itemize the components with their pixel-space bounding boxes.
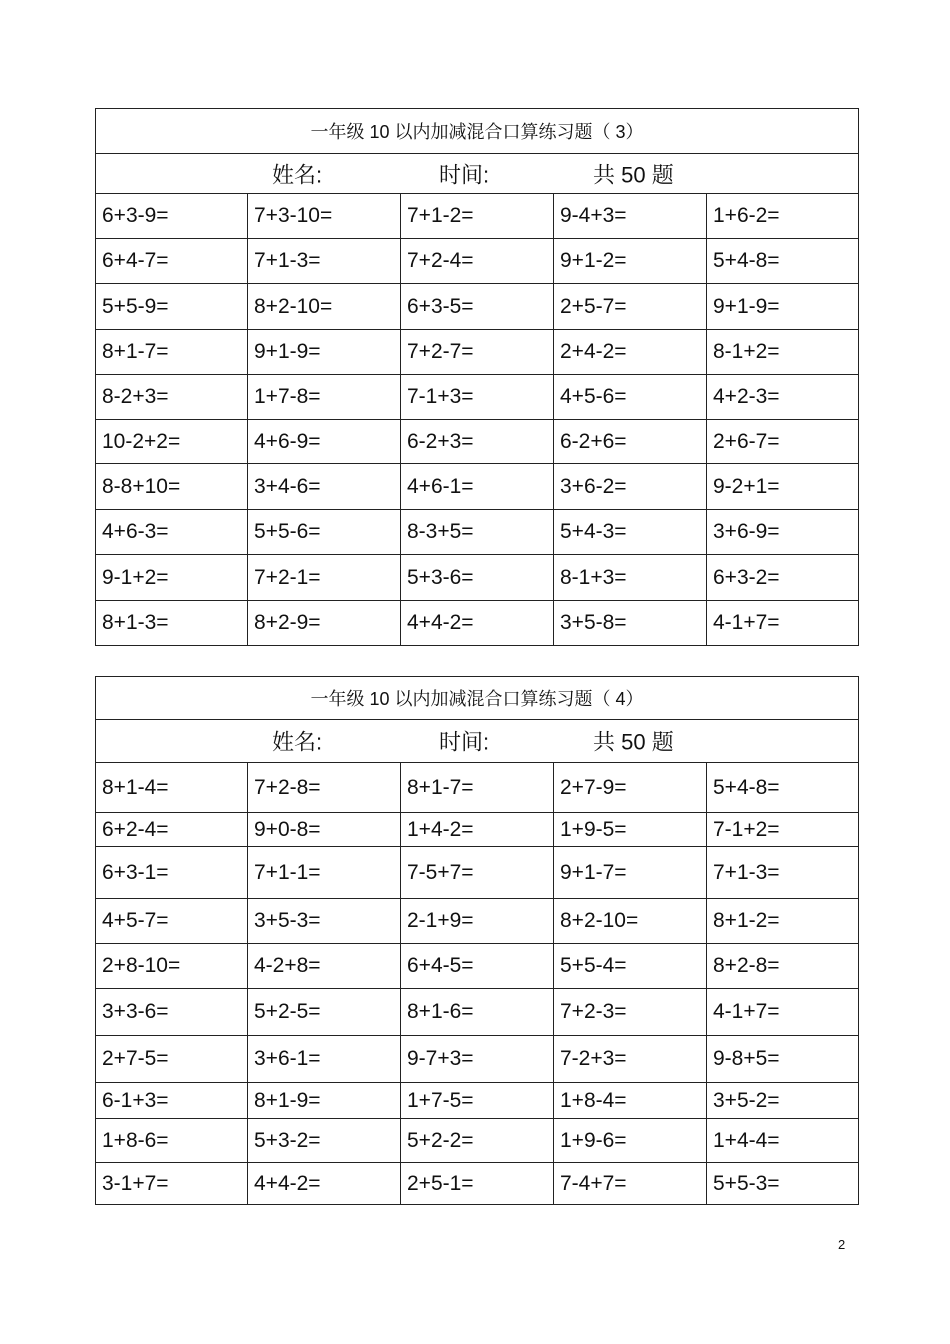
problem-cell: 8-3+5= [401,510,554,555]
problem-cell: 6+2-4= [96,813,248,847]
table-row [96,899,859,944]
problem-cell: 7-1+2= [707,813,859,847]
problem-cell: 5+5-3= [707,1163,859,1205]
table-row [96,989,859,1036]
table-row [96,601,859,646]
problem-cell: 2+6-7= [707,420,859,464]
problem-cell: 8+1-7= [401,763,554,813]
problem-cell: 3+5-3= [248,899,401,944]
table-row [96,284,859,330]
table-row [96,847,859,899]
problem-cell: 9-7+3= [401,1036,554,1083]
problem-cell: 1+7-5= [401,1083,554,1119]
problem-cell: 8-2+3= [96,375,248,420]
problem-cell: 6-2+6= [554,420,707,464]
worksheet-title: 一年级 10 以内加减混合口算练习题（ 4） [96,677,859,720]
table-row [96,1119,859,1163]
problem-cell: 8-1+3= [554,555,707,601]
time-label: 时间: [439,162,490,187]
problem-cell: 7+2-7= [401,330,554,375]
table-row [96,464,859,510]
table-row [96,1163,859,1205]
problem-cell: 4-2+8= [248,944,401,989]
problem-cell: 3+6-1= [248,1036,401,1083]
page-number: 2 [838,1237,846,1252]
problem-cell: 7+3-10= [248,194,401,239]
problem-cell: 6-2+3= [401,420,554,464]
problem-cell: 4-1+7= [707,601,859,646]
problem-cell: 9-8+5= [707,1036,859,1083]
problem-cell: 4+4-2= [401,601,554,646]
problem-cell: 6+4-7= [96,239,248,284]
problem-cell: 3+5-8= [554,601,707,646]
problem-cell: 9+1-9= [248,330,401,375]
problem-cell: 8+1-6= [401,989,554,1036]
problem-cell: 1+8-6= [96,1119,248,1163]
problem-cell: 6+4-5= [401,944,554,989]
problem-cell: 5+2-2= [401,1119,554,1163]
problem-cell: 7+1-3= [248,239,401,284]
problem-cell: 9+1-2= [554,239,707,284]
problem-cell: 8+1-2= [707,899,859,944]
problem-cell: 5+4-8= [707,763,859,813]
problem-cell: 6-1+3= [96,1083,248,1119]
problem-cell: 1+7-8= [248,375,401,420]
problem-cell: 5+5-6= [248,510,401,555]
problem-cell: 6+3-9= [96,194,248,239]
problem-cell: 8-1+2= [707,330,859,375]
problem-cell: 8+2-8= [707,944,859,989]
problem-cell: 9+1-7= [554,847,707,899]
problem-cell: 7+1-3= [707,847,859,899]
problem-cell: 1+4-4= [707,1119,859,1163]
total-label: 共 50 题 [593,729,674,755]
worksheet-4 [95,676,859,1205]
problem-cell: 9+0-8= [248,813,401,847]
problem-cell: 3+6-2= [554,464,707,510]
problem-cell: 4+4-2= [248,1163,401,1205]
worksheet-info-row [96,154,859,194]
problem-cell: 1+6-2= [707,194,859,239]
table-row [96,555,859,601]
problem-cell: 7-5+7= [401,847,554,899]
problem-cell: 5+4-3= [554,510,707,555]
table-row [96,1036,859,1083]
problem-cell: 7-4+7= [554,1163,707,1205]
problem-cell: 1+9-5= [554,813,707,847]
problem-cell: 7+2-4= [401,239,554,284]
problem-cell: 8+1-3= [96,601,248,646]
problem-cell: 3-1+7= [96,1163,248,1205]
table-row [96,330,859,375]
problem-cell: 2+5-1= [401,1163,554,1205]
problem-cell: 9-1+2= [96,555,248,601]
problem-cell: 4+5-7= [96,899,248,944]
table-row [96,420,859,464]
table-row [96,510,859,555]
problem-cell: 4+6-1= [401,464,554,510]
problem-cell: 4-1+7= [707,989,859,1036]
problem-cell: 7-1+3= [401,375,554,420]
problem-cell: 1+9-6= [554,1119,707,1163]
problem-cell: 2+7-5= [96,1036,248,1083]
problem-cell: 7+2-3= [554,989,707,1036]
problem-cell: 3+6-9= [707,510,859,555]
problem-cell: 4+6-9= [248,420,401,464]
total-label: 共 50 题 [593,162,674,187]
problem-cell: 8+2-9= [248,601,401,646]
problem-cell: 7-2+3= [554,1036,707,1083]
problem-cell: 6+3-2= [707,555,859,601]
problem-cell: 5+3-2= [248,1119,401,1163]
problem-cell: 1+4-2= [401,813,554,847]
problem-cell: 7+1-1= [248,847,401,899]
table-row [96,763,859,813]
table-row [96,239,859,284]
problem-cell: 9+1-9= [707,284,859,330]
problem-cell: 7+1-2= [401,194,554,239]
name-label: 姓名: [272,162,323,187]
problem-cell: 5+3-6= [401,555,554,601]
problem-cell: 6+3-5= [401,284,554,330]
problem-cell: 5+4-8= [707,239,859,284]
problem-cell: 3+5-2= [707,1083,859,1119]
table-row [96,1083,859,1119]
problem-cell: 2+8-10= [96,944,248,989]
problem-cell: 4+6-3= [96,510,248,555]
problem-cell: 1+8-4= [554,1083,707,1119]
problem-cell: 10-2+2= [96,420,248,464]
table-row [96,375,859,420]
problem-cell: 3+3-6= [96,989,248,1036]
problem-cell: 7+2-8= [248,763,401,813]
problem-cell: 5+5-9= [96,284,248,330]
problem-cell: 8+1-4= [96,763,248,813]
table-row [96,194,859,239]
problem-cell: 8+1-7= [96,330,248,375]
problem-cell: 2+5-7= [554,284,707,330]
problem-cell: 4+2-3= [707,375,859,420]
worksheet-info-row [96,720,859,763]
problem-cell: 3+4-6= [248,464,401,510]
problem-cell: 8+1-9= [248,1083,401,1119]
problem-cell: 8-8+10= [96,464,248,510]
problem-cell: 8+2-10= [248,284,401,330]
problem-cell: 5+5-4= [554,944,707,989]
table-row [96,813,859,847]
problem-cell: 7+2-1= [248,555,401,601]
problem-cell: 4+5-6= [554,375,707,420]
worksheet-3 [95,108,859,646]
time-label: 时间: [439,729,490,755]
problem-cell: 2+4-2= [554,330,707,375]
name-label: 姓名: [272,729,323,755]
worksheet-title: 一年级 10 以内加减混合口算练习题（ 3） [96,109,859,154]
problem-cell: 5+2-5= [248,989,401,1036]
problem-cell: 2-1+9= [401,899,554,944]
table-row [96,944,859,989]
problem-cell: 9-2+1= [707,464,859,510]
problem-cell: 6+3-1= [96,847,248,899]
problem-cell: 9-4+3= [554,194,707,239]
problem-cell: 8+2-10= [554,899,707,944]
problem-cell: 2+7-9= [554,763,707,813]
